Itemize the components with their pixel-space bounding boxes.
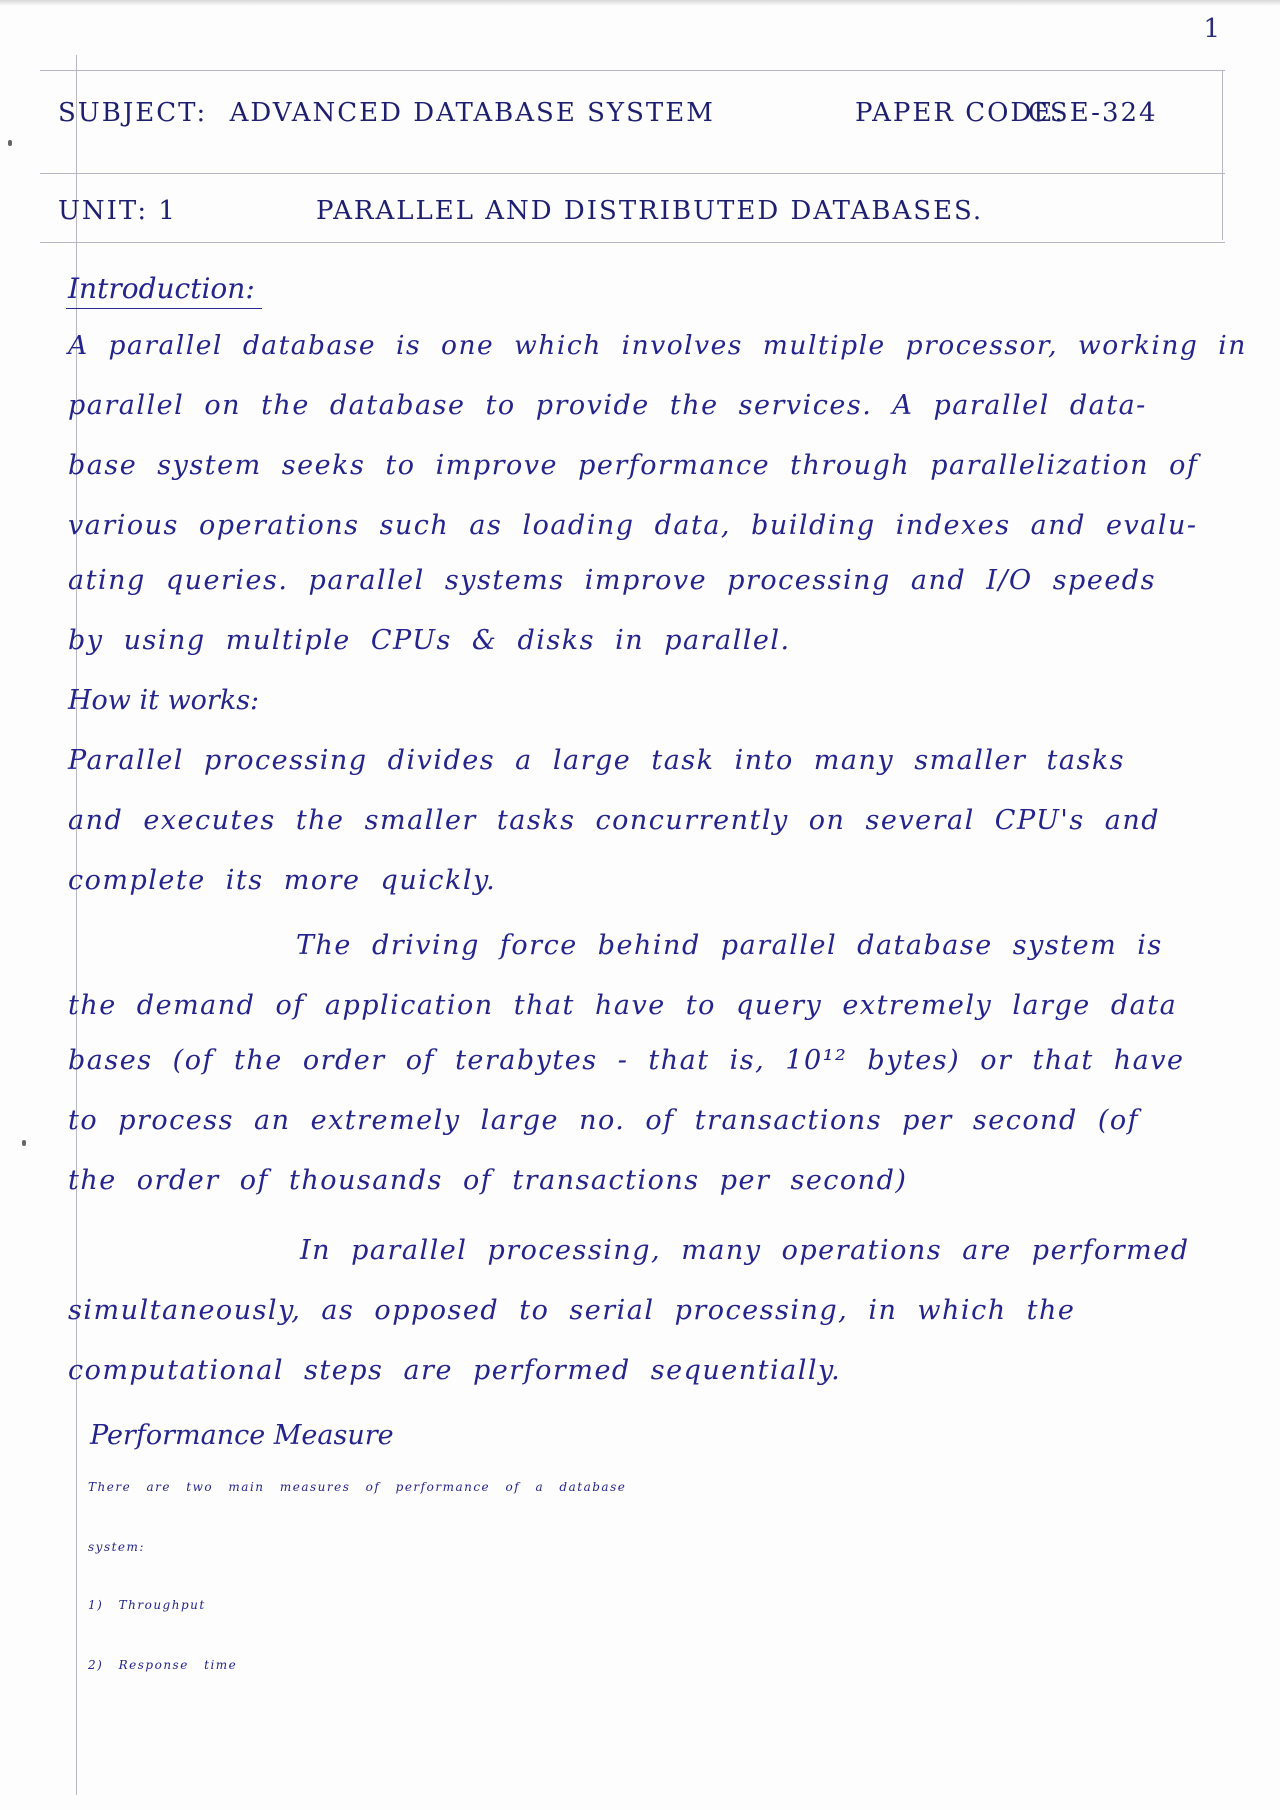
introduction-line-3: base system seeks to improve performance through parallelization of — [68, 450, 1199, 481]
driving-force-line-3: bases (of the order of terabytes - that is, 10¹² bytes) or that have — [68, 1045, 1185, 1076]
how-it-works-line-2: and executes the smaller tasks concurrently on several CPU's and — [68, 805, 1161, 836]
driving-force-line-2: the demand of application that have to query extremely large data — [68, 990, 1178, 1021]
driving-force-line-4: to process an extremely large no. of transactions per second (of — [68, 1105, 1140, 1136]
paper-code-value: CSE-324 — [1028, 98, 1158, 128]
subject-value: ADVANCED DATABASE SYSTEM — [229, 98, 715, 128]
performance-line-2: system: — [88, 1540, 145, 1554]
subject-row — [58, 98, 1208, 128]
introduction-line-5: ating queries. parallel systems improve processing and I/O speeds — [68, 565, 1156, 596]
margin-line — [76, 55, 77, 1795]
unit-title: PARALLEL AND DISTRIBUTED DATABASES. — [316, 196, 984, 226]
introduction-heading-underline — [66, 308, 262, 309]
parallel-processing-line-1: In parallel processing, many operations are performed — [300, 1235, 1190, 1266]
measure-item-throughput: 1) Throughput — [88, 1598, 206, 1612]
introduction-heading: Introduction: — [68, 272, 255, 305]
header-mid-rule — [40, 173, 1225, 174]
punch-mark — [22, 1140, 26, 1146]
unit-label: UNIT: 1 — [58, 196, 177, 226]
header-box-right-border — [1222, 70, 1223, 240]
subject-label: SUBJECT: — [58, 98, 208, 128]
introduction-line-6: by using multiple CPUs & disks in parallel. — [68, 625, 791, 656]
driving-force-line-1: The driving force behind parallel database system is — [296, 930, 1163, 961]
parallel-processing-line-3: computational steps are performed sequentially. — [68, 1355, 842, 1386]
page-top-edge — [0, 0, 1280, 6]
introduction-line-2: parallel on the database to provide the services. A parallel data- — [68, 390, 1147, 421]
punch-mark — [8, 140, 12, 146]
page-number: 1 — [1203, 14, 1220, 44]
header-top-rule — [40, 70, 1225, 71]
unit-row — [58, 196, 1208, 226]
measure-item-response-time: 2) Response time — [88, 1658, 238, 1672]
header-bottom-rule — [40, 242, 1225, 243]
introduction-line-4: various operations such as loading data, building indexes and evalu- — [68, 510, 1198, 541]
how-it-works-heading: How it works: — [68, 685, 260, 716]
how-it-works-line-1: Parallel processing divides a large task into many smaller tasks — [68, 745, 1126, 776]
parallel-processing-line-2: simultaneously, as opposed to serial processing, in which the — [68, 1295, 1076, 1326]
introduction-line-1: A parallel database is one which involves multiple processor, working in — [68, 330, 1247, 361]
performance-line-1: There are two main measures of performance of a database — [88, 1480, 627, 1494]
performance-heading: Performance Measure — [90, 1420, 394, 1451]
driving-force-line-5: the order of thousands of transactions per second) — [68, 1165, 908, 1196]
paper-code-label: PAPER CODE: — [855, 98, 1065, 128]
how-it-works-line-3: complete its more quickly. — [68, 865, 497, 896]
